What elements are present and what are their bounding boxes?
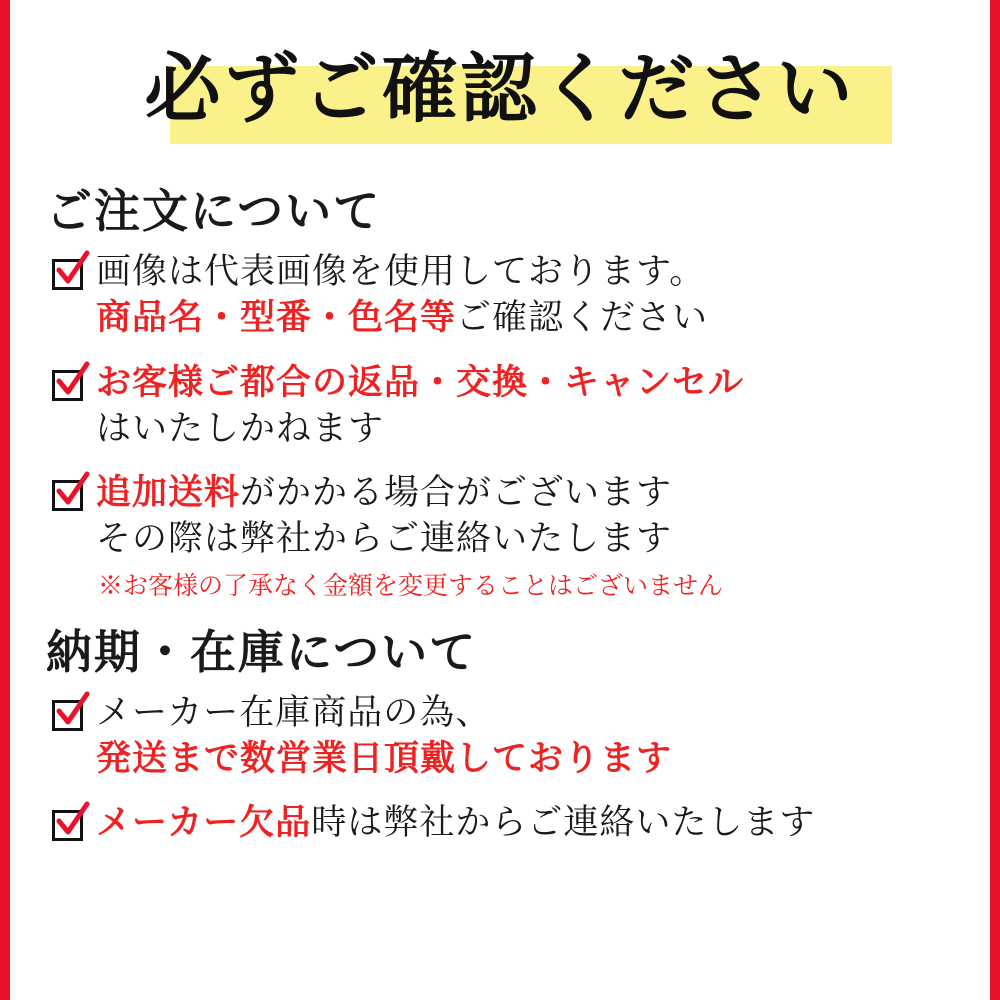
line-1-black: 時は弊社からご連絡いたします	[311, 803, 816, 844]
title-block	[38, 24, 962, 174]
check-mark-icon	[54, 250, 90, 290]
list-item	[50, 470, 962, 562]
checkbox-checked-icon	[50, 366, 90, 406]
section-heading-delivery-stock: 納期・在庫について	[46, 624, 478, 679]
line-1-black: がかかる場合がございます	[240, 472, 673, 513]
list-item-text	[96, 690, 672, 782]
line-2: その際は弊社からご連絡いたします	[96, 519, 673, 560]
line-1: メーカー在庫商品の為、	[96, 693, 492, 733]
list-item	[50, 249, 962, 341]
check-mark-icon	[54, 801, 90, 841]
list-item-text	[96, 360, 744, 452]
check-mark-icon	[54, 471, 90, 511]
line-1-red: 追加送料	[96, 471, 241, 513]
list-item-text	[96, 800, 815, 846]
line-2-black: ご確認ください	[456, 298, 709, 339]
check-mark-icon	[54, 361, 90, 401]
list-item	[50, 360, 962, 452]
line-2: はいたしかねます	[96, 408, 385, 449]
checkbox-checked-icon	[50, 255, 90, 295]
list-item	[50, 800, 962, 846]
fee-change-note: ※お客様の了承なく金額を変更することはございません	[98, 571, 724, 601]
right-red-border	[990, 0, 1000, 1000]
checkbox-checked-icon	[50, 476, 90, 516]
checkbox-checked-icon	[50, 696, 90, 736]
check-mark-icon	[54, 691, 90, 731]
section-heading-orders: ご注文について	[46, 184, 382, 238]
page-title: 必ずご確認ください	[144, 44, 856, 133]
line-2-red: 商品名・型番・色名等	[96, 297, 457, 339]
list-item-text	[96, 249, 708, 341]
line-1: 画像は代表画像を使用しております。	[96, 252, 706, 293]
list-item	[50, 690, 962, 782]
line-1-red: お客様ご都合の返品・交換・キャンセル	[96, 361, 745, 403]
notice-page	[10, 0, 990, 1000]
list-item-text	[96, 470, 672, 562]
checkbox-checked-icon	[50, 806, 90, 846]
left-red-border	[0, 0, 10, 1000]
line-2-red: 発送まで数営業日頂戴しております	[96, 738, 673, 780]
line-1-red: メーカー欠品	[96, 802, 312, 844]
